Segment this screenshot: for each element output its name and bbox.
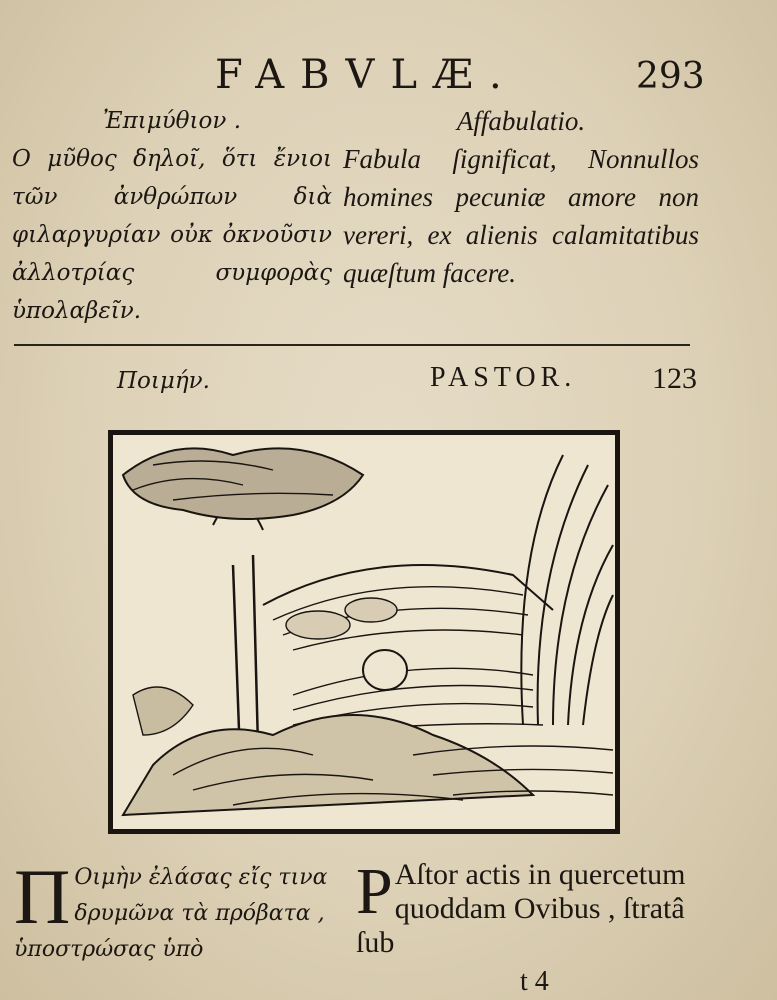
- fable-latin-column: [356, 855, 716, 960]
- fable-number: 123: [652, 362, 697, 395]
- signature-mark: t 4: [520, 966, 549, 997]
- greek-dropcap: Π: [14, 853, 71, 940]
- moral-greek-text: Ο μῦθος δηλοῖ, ὅτι ἔνιοι τῶν ἀνθρώπων διὰ φιλαργυρίαν οὐκ ὀκνοῦσιν ἀλλοτρίας συμφορὰς ὑπολαβεῖν.: [12, 146, 332, 324]
- fable-latin-title: PASTOR.: [430, 362, 577, 393]
- fable-greek-column: [14, 853, 334, 968]
- running-header-title: FABVLÆ.: [215, 52, 518, 98]
- section-divider: [14, 344, 690, 346]
- woodcut-pastoral-scene-image: [113, 435, 615, 829]
- moral-latin-heading: Affabulatio.: [456, 106, 586, 136]
- moral-latin-column: [343, 102, 699, 292]
- page-number: 293: [636, 56, 705, 97]
- fable-greek-text: Οιμὴν ἐλάσας εἴς τινα δρυμῶνα τὰ πρόβατα , ὑποστρώσας ὑπὸ: [14, 865, 328, 962]
- fable-latin-text: Aſtor actis in quercetum quoddam Ovibus , ſtratâ ſub: [356, 858, 686, 959]
- woodcut-illustration: [108, 430, 620, 834]
- moral-greek-heading: Ἐπιμύθιον .: [103, 108, 241, 134]
- fable-greek-title: Ποιμήν.: [117, 368, 210, 394]
- moral-latin-text: Fabula ſignificat, Nonnullos homines pecuniæ amore non vereri, ex alienis calamitatibus quæſtum facere.: [343, 144, 699, 288]
- moral-greek-column: [12, 102, 332, 330]
- latin-dropcap: P: [356, 855, 393, 928]
